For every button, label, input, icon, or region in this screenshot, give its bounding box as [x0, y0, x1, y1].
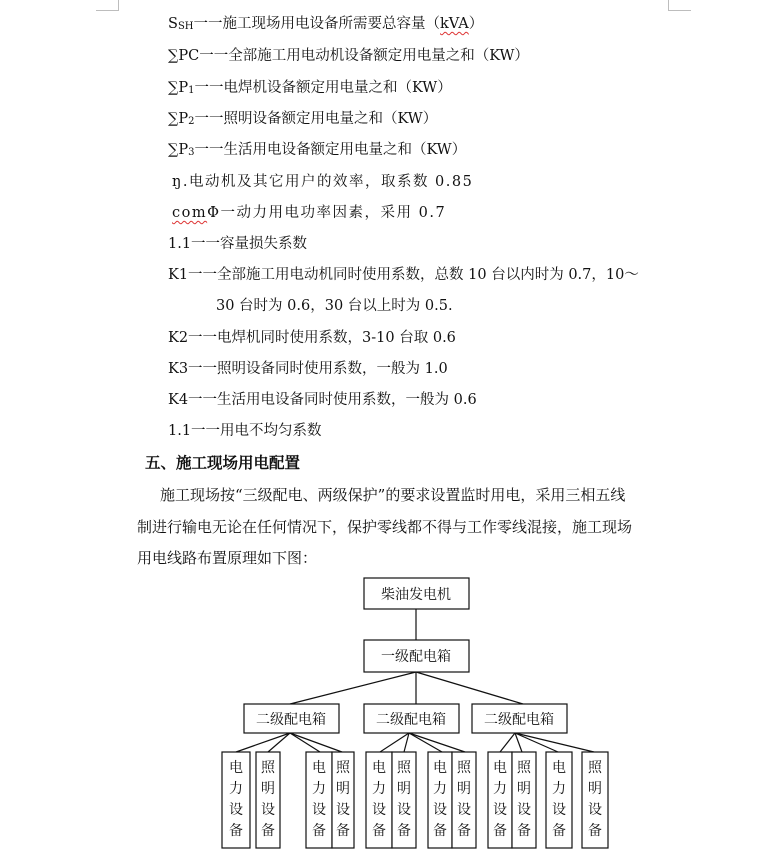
equipment-right-3	[546, 752, 572, 848]
def-line-p1: ∑P1一一电焊机设备额定用电量之和（KW）	[168, 80, 452, 96]
equipment-left-4	[332, 752, 354, 848]
def-line-k4: K4一一生活用电设备同时使用系数，一般为 0.6	[168, 392, 477, 408]
level2-label-middle: 二级配电箱	[376, 712, 446, 728]
equipment-label: 电力设备	[552, 760, 566, 839]
def-line-k1-cont: 30 台时为 0.6，30 台以上时为 0.5.	[216, 298, 453, 314]
equipment-label: 照明设备	[336, 760, 350, 839]
edge-l2a-lighting	[268, 733, 290, 752]
edge-level1-left	[290, 672, 416, 704]
edge-l2a-power	[236, 733, 290, 752]
def-line-k2: K2一一电焊机同时使用系数，3-10 台取 0.6	[168, 330, 456, 346]
equipment-left-3	[306, 752, 332, 848]
def-line-k1: K1一一全部施工用电动机同时使用系数，总数 10 台以内时为 0.7，10～	[168, 267, 639, 283]
equipment-label: 电力设备	[493, 760, 507, 839]
edge-l2c-power	[500, 733, 515, 752]
def-line-loss-coefficient: 1.1一一容量损失系数	[168, 236, 308, 252]
def-line-p2: ∑P2一一照明设备额定用电量之和（KW）	[168, 111, 438, 127]
equipment-label: 照明设备	[588, 760, 602, 839]
equipment-label: 电力设备	[372, 760, 386, 839]
def-line-efficiency: ŋ.电动机及其它用户的效率，取系数 0.85	[172, 174, 474, 190]
equipment-right-2	[512, 752, 536, 848]
paragraph-line-2: 制进行输电无论在任何情况下，保护零线都不得与工作零线混接，施工现场	[137, 518, 633, 536]
section-heading: 五、施工现场用电配置	[145, 453, 301, 472]
def-line-pc: ∑PC一一全部施工用电动机设备额定用电量之和（KW）	[168, 48, 529, 64]
equipment-middle-4	[452, 752, 476, 848]
def-line-imbalance: 1.1一一用电不均匀系数	[168, 423, 322, 439]
level2-label-right: 二级配电箱	[484, 712, 554, 728]
level2-label-left: 二级配电箱	[256, 712, 326, 728]
def-line-k3: K3一一照明设备同时使用系数，一般为 1.0	[168, 361, 448, 377]
equipment-label: 照明设备	[457, 760, 471, 839]
equipment-label: 电力设备	[433, 760, 447, 839]
edge-level1-right	[416, 672, 523, 704]
paragraph-line-1: 施工现场按“三级配电、两级保护”的要求设置监时用电，采用三相五线	[160, 486, 626, 504]
equipment-left-2	[256, 752, 280, 848]
paragraph-line-3: 用电线路布置原理如下图：	[137, 549, 318, 567]
equipment-left-1	[222, 752, 250, 848]
equipment-middle-2	[392, 752, 416, 848]
equipment-label: 照明设备	[397, 760, 411, 839]
equipment-label: 照明设备	[261, 760, 275, 839]
equipment-right-1	[488, 752, 512, 848]
def-line-p3: ∑P3一一生活用电设备额定用电量之和（KW）	[168, 142, 467, 158]
equipment-middle-1	[366, 752, 392, 848]
edge-l2c-lighting-2	[515, 733, 594, 752]
equipment-label: 电力设备	[312, 760, 326, 839]
def-line-ssh: SSH一一施工现场用电设备所需要总容量（kVA）	[168, 16, 484, 32]
equipment-label: 照明设备	[517, 760, 531, 839]
level1-label: 一级配电箱	[381, 649, 451, 665]
equipment-label: 电力设备	[229, 760, 243, 839]
def-line-power-factor: comΦ一动力用电功率因素，采用 0.7	[172, 205, 447, 221]
equipment-right-4	[582, 752, 608, 848]
generator-label: 柴油发电机	[381, 587, 451, 603]
equipment-middle-3	[428, 752, 452, 848]
